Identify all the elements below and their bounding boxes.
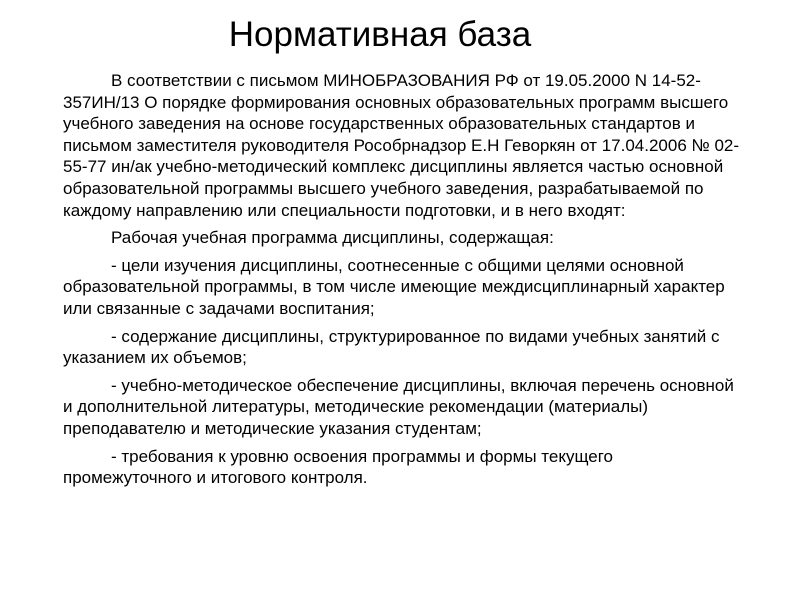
slide-title: Нормативная база xyxy=(228,15,532,54)
list-item-goals: - цели изучения дисциплины, соотнесенные с общими целями основной образовательной программы, в том числе имеющие междисциплинарный характер или связанные с задачами воспитания; xyxy=(63,255,725,318)
slide-body xyxy=(63,70,743,495)
program-heading-paragraph: Рабочая учебная программа дисциплины, содержащая: xyxy=(111,228,554,248)
intro-paragraph: В соответствии с письмом МИНОБРАЗОВАНИЯ РФ от 19.05.2000 N 14-52-357ИН/13 О порядке формирования основных образовательных программ высшего учебного заведения на основе государственных образовательных стандартов и письмом заместителя руководителя Рособрнадзор Е.Н Геворкян от 17.04.2006 № 02-55-77 ин/ак учебно-методический комплекс дисциплины является частью основной образовательной программы высшего учебного заведения, разрабатываемой по каждому направлению или специальности подготовки, и в него входят: xyxy=(63,71,740,220)
list-item-content: - содержание дисциплины, структурированное по видами учебных занятий с указанием их объемов; xyxy=(63,326,720,368)
list-item-support: - учебно-методическое обеспечение дисциплины, включая перечень основной и дополнительной литературы, методические рекомендации (материалы) преподавателю и методические указания студентам; xyxy=(63,375,734,438)
list-item-requirements: - требования к уровню освоения программы и формы текущего промежуточного и итогового контроля. xyxy=(63,446,613,488)
